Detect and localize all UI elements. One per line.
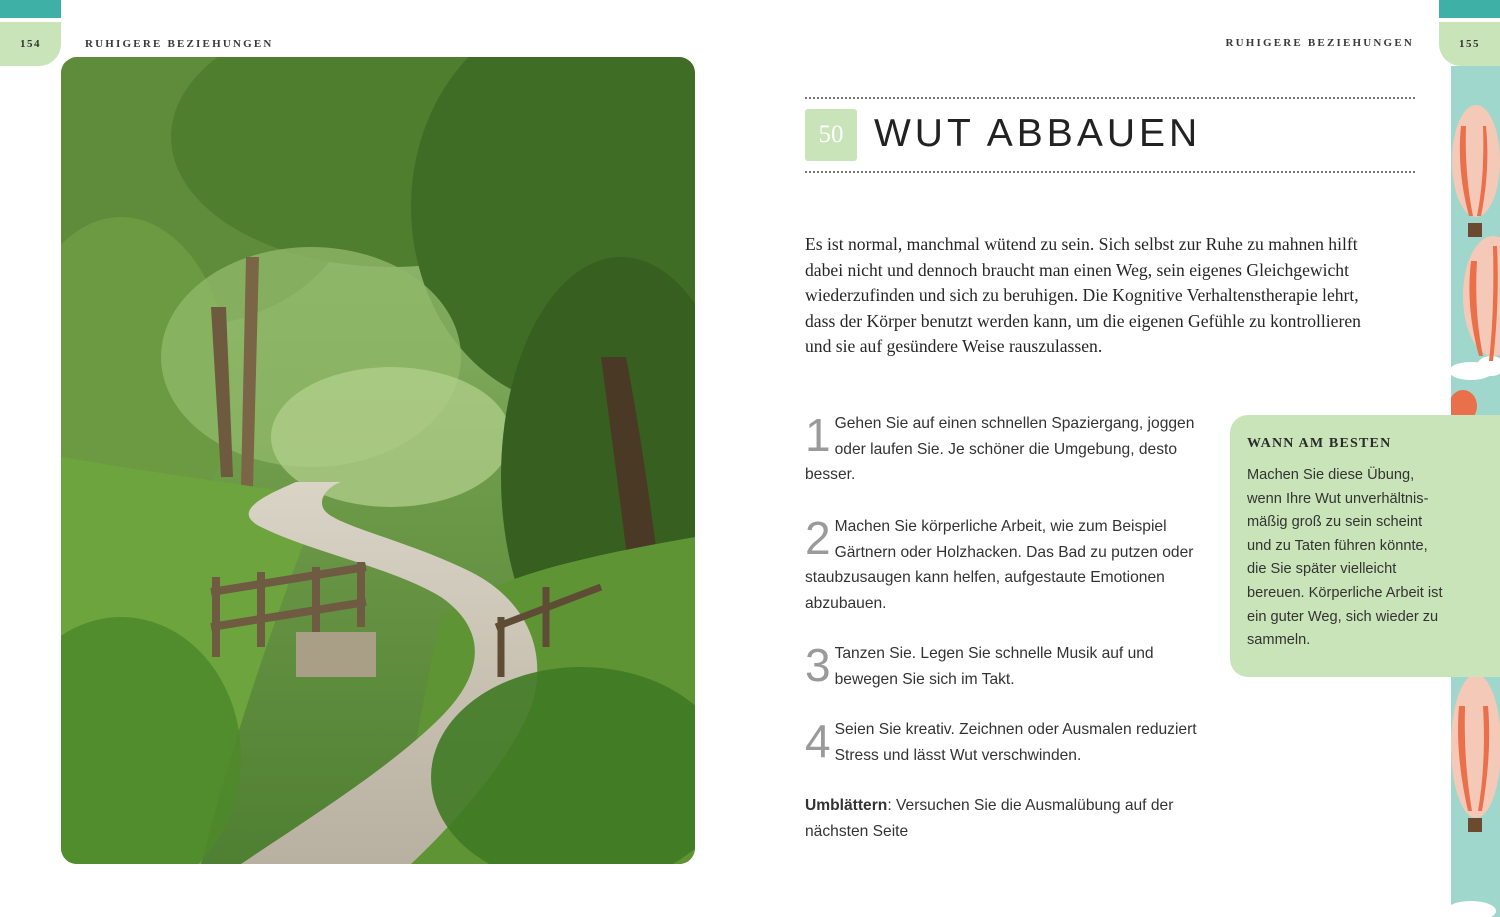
page-tab-accent <box>0 0 61 18</box>
step-text: Tanzen Sie. Legen Sie schnelle Musik auf und bewegen Sie sich im Takt. <box>834 645 1154 688</box>
sidebar-box <box>1230 415 1500 677</box>
step-number: 1 <box>805 409 831 461</box>
step-number: 3 <box>805 639 831 691</box>
title-rule-top <box>805 97 1415 99</box>
page-tab-accent <box>1439 0 1500 18</box>
list-item <box>805 411 1215 488</box>
step-text: Seien Sie kreativ. Zeichnen oder Ausmalen reduziert Stress und lässt Wut verschwinden. <box>834 721 1197 764</box>
title-rule-bottom <box>805 171 1415 173</box>
sidebar-heading: WANN AM BESTEN <box>1247 436 1392 451</box>
list-item <box>805 641 1215 692</box>
step-text: Machen Sie körperliche Arbeit, wie zum Beispiel Gärtnern oder Holzhacken. Das Bad zu putzen oder staubzusaugen kann helfen, aufgestaute Emotionen abzubauen. <box>805 518 1194 612</box>
turn-page-note <box>805 793 1215 844</box>
step-number: 4 <box>805 715 831 767</box>
sidebar-body: Machen Sie diese Übung, wenn Ihre Wut unverhältnismäßig groß zu sein scheint und zu Taten führen könnte, die Sie später vielleicht bereuen. Körperliche Arbeit ist ein guter Weg, sich wieder zu sammeln. <box>1247 467 1443 649</box>
page-number-right: 155 <box>1439 22 1500 66</box>
forest-path-photo <box>61 57 695 864</box>
exercise-title: WUT ABBAUEN <box>874 112 1202 155</box>
page-number-left: 154 <box>0 22 61 66</box>
running-head-left: RUHIGERE BEZIEHUNGEN <box>85 38 274 50</box>
step-number: 2 <box>805 512 831 564</box>
turn-page-text: : Versuchen Sie die Ausmalübung auf der nächsten Seite <box>805 797 1174 840</box>
running-head-right: RUHIGERE BEZIEHUNGEN <box>1225 37 1414 49</box>
list-item <box>805 514 1215 616</box>
step-text: Gehen Sie auf einen schnellen Spaziergang, joggen oder laufen Sie. Je schöner die Umgebung, desto besser. <box>805 415 1195 484</box>
intro-paragraph: Es ist normal, manchmal wütend zu sein. Sich selbst zur Ruhe zu mahnen hilft dabei nicht und dennoch braucht man einen Weg, sein eigenes Gleichgewicht wiederzufinden und sich zu beruhigen. Die Kognitive Verhaltenstherapie lehrt, dass der Körper benutzt werden kann, um die eigenen Gefühle zu kontrollieren und sie auf gesündere Weise rauszulassen. <box>805 234 1361 357</box>
exercise-number-badge: 50 <box>805 109 857 161</box>
turn-page-label: Umblättern <box>805 797 888 814</box>
list-item <box>805 717 1215 768</box>
